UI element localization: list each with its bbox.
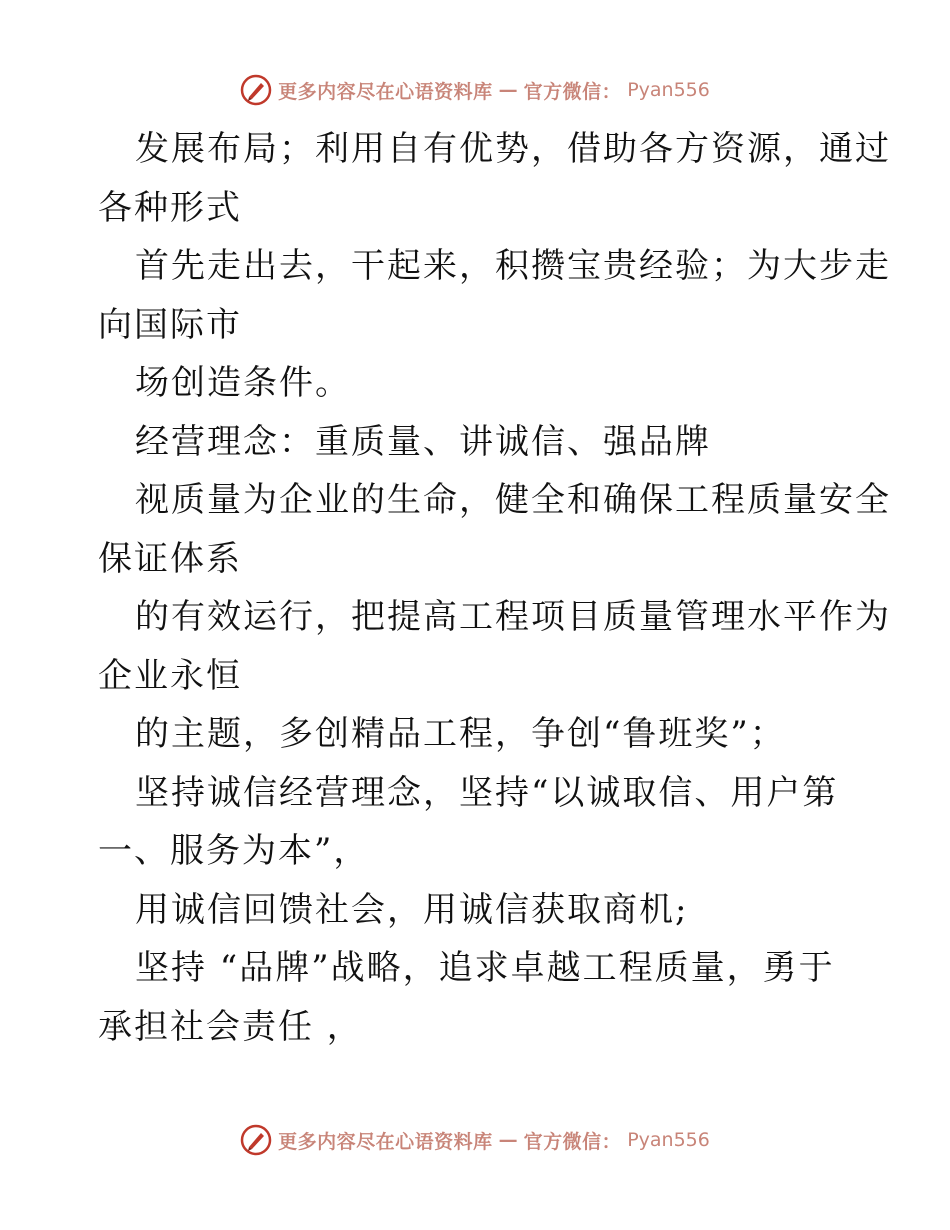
- watermark-label: 官方微信：: [523, 1130, 622, 1153]
- text-line: 各种形式: [98, 187, 242, 228]
- watermark-text: 更多内容尽在心语资料库: [278, 80, 493, 103]
- text-line: 发展布局；利用自有优势，借助各方资源，通过: [135, 129, 891, 169]
- text-line: 用诚信回馈社会，用诚信获取商机;: [135, 889, 689, 930]
- text-line: 场创造条件。: [135, 363, 351, 403]
- text-line: 企业永恒: [98, 655, 242, 696]
- text-line: 一、服务为本”，: [98, 831, 370, 871]
- text-line: 首先走出去，干起来，积攒宝贵经验；为大步走: [135, 246, 891, 286]
- pen-logo-icon: [240, 1124, 272, 1156]
- text-line: 的主题，多创精品工程，争创“鲁班奖”；: [135, 714, 786, 754]
- text-line: 坚持 “品牌”战略，追求卓越工程质量，勇于: [135, 948, 835, 988]
- watermark-handle: Pyan556: [627, 79, 710, 101]
- text-line: 视质量为企业的生命，健全和确保工程质量安全: [135, 480, 891, 520]
- watermark-dash: —: [498, 79, 518, 101]
- text-line: 保证体系: [98, 538, 242, 579]
- watermark-label: 官方微信：: [523, 80, 622, 103]
- watermark-text: 更多内容尽在心语资料库: [278, 1130, 493, 1153]
- text-line: 承担社会责任 ，: [98, 1006, 363, 1047]
- watermark-dash: —: [498, 1129, 518, 1151]
- text-line: 向国际市: [98, 304, 242, 345]
- header-watermark: [0, 70, 950, 110]
- text-line: 的有效运行，把提高工程项目质量管理水平作为: [135, 597, 891, 637]
- text-line: 坚持诚信经营理念，坚持“以诚取信、用户第: [135, 772, 839, 813]
- text-line: 经营理念：重质量、讲诚信、强品牌: [135, 421, 711, 462]
- footer-watermark: [0, 1120, 950, 1160]
- document-body: [98, 120, 891, 1056]
- watermark-handle: Pyan556: [627, 1129, 710, 1151]
- pen-logo-icon: [240, 74, 272, 106]
